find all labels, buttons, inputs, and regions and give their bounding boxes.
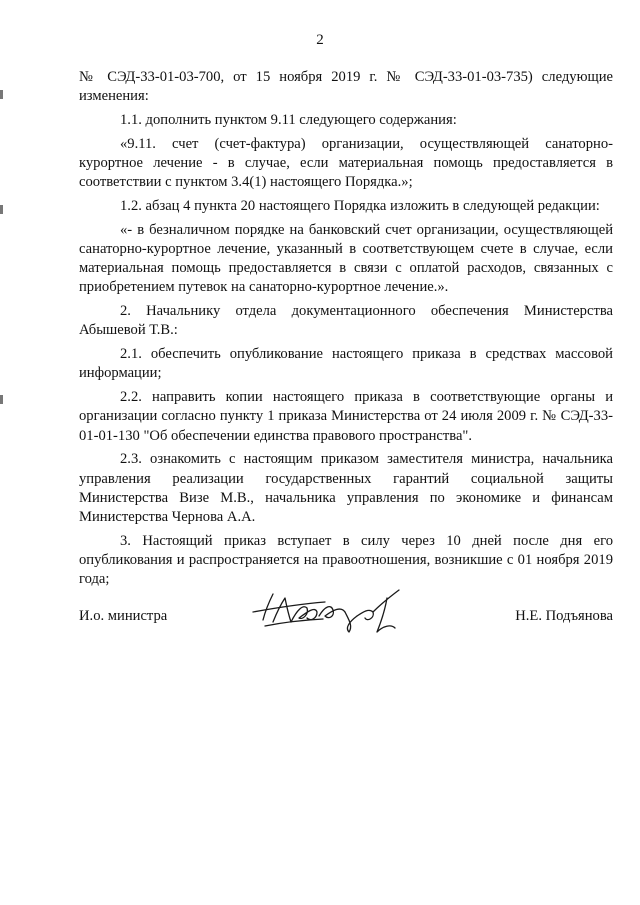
paragraph-2-3: 2.3. ознакомить с настоящим приказом заместителя министра, начальника управления реализации государственных гарантий социальной защиты Министерства Визе М.В., начальника управления по экономике и финансам Министерства Чернова А.А. [79,451,613,526]
signature-block [79,606,613,636]
signatory-position: И.о. министра [79,608,168,624]
paragraph-1-1: 1.1. дополнить пунктом 9.11 следующего содержания: [120,112,457,128]
page-number: 2 [316,32,324,48]
paragraph-2-1: 2.1. обеспечить опубликование настоящего приказа в средствах массовой информации; [79,346,613,382]
paragraph-2: 2. Начальнику отдела документационного обеспечения Министерства Абышевой Т.В.: [79,303,613,339]
document-body [79,68,613,594]
scan-margin-mark [0,90,3,99]
paragraph-3: 3. Настоящий приказ вступает в силу через 10 дней после дня его опубликования и распространяется на правоотношения, возникшие с 01 ноября 2019 года; [79,532,613,588]
paragraph-1-2: 1.2. абзац 4 пункта 20 настоящего Порядка изложить в следующей редакции: [120,198,600,214]
scan-margin-mark [0,395,3,404]
paragraph-quote-new-text: «- в безналичном порядке на банковский счет организации, осуществляющей санаторно-курортное лечение, указанный в соответствующем счете в случае, если материальная помощь предоставляется в связи с оплатой расходов, связанных с приобретением путевок на санаторно-курортное лечение.». [79,221,613,296]
paragraph-quote-9-11: «9.11. счет (счет-фактура) организации, осуществляющей санаторно-курортное лечение - в случае, если материальная помощь предоставляется в соответствии с пунктом 3.4(1) настоящего Порядка.»; [79,135,613,191]
scan-margin-mark [0,205,3,214]
signatory-name: Н.Е. Подъянова [515,608,613,624]
handwritten-signature [245,582,421,638]
paragraph-continuation: № СЭД-33-01-03-700, от 15 ноября 2019 г. № СЭД-33-01-03-735) следующие изменения: [79,69,613,105]
paragraph-2-2: 2.2. направить копии настоящего приказа в соответствующие органы и организации согласно пункту 1 приказа Министерства от 24 июля 2009 г. № СЭД-33-01-01-130 "Об обеспечении единства правового пространства". [79,389,613,444]
